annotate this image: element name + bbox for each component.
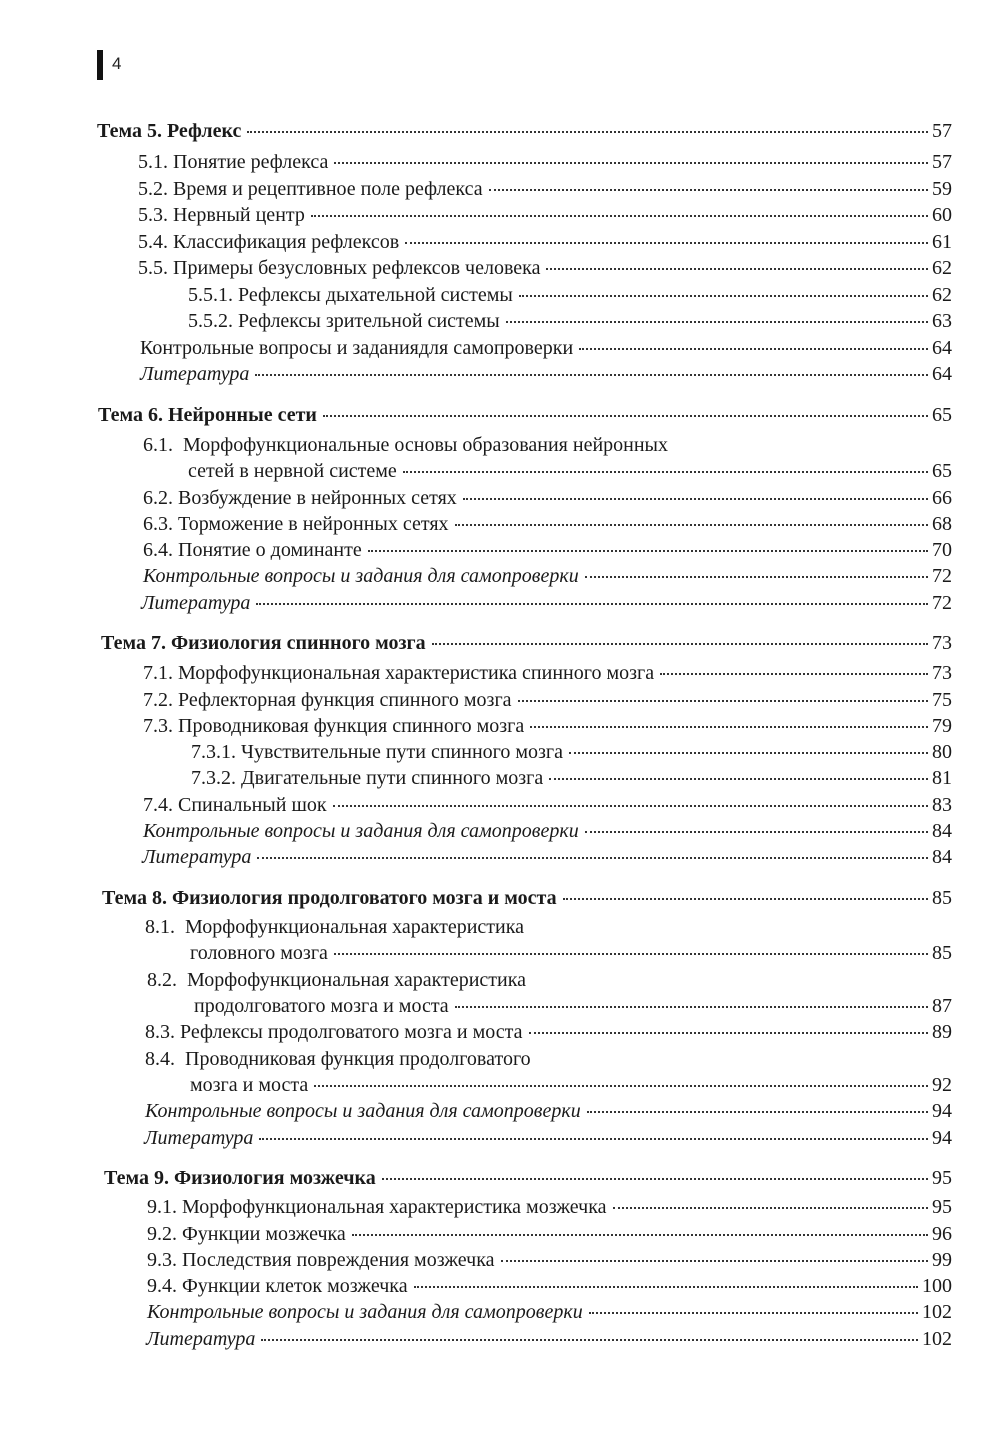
toc-item-title: Чувствительные пути спинного мозга — [241, 741, 564, 763]
leader-dots — [501, 1259, 928, 1262]
toc-topic-8[interactable] — [102, 885, 952, 911]
toc-topic-title: Физиология продолговатого мозга и моста — [171, 887, 557, 909]
toc-item-title: Контрольные вопросы и заданиядля самопроверки — [140, 337, 574, 359]
toc-page-number: 68 — [932, 513, 952, 535]
toc-topic-number: Тема 8. — [102, 887, 167, 909]
leader-dots — [333, 804, 928, 807]
leader-dots — [247, 130, 928, 133]
toc-topic-number: Тема 9. — [104, 1167, 169, 1189]
toc-item-number: 7.3.1. — [191, 741, 236, 763]
toc-item-number: 6.4. — [143, 539, 173, 561]
leader-dots — [489, 188, 928, 191]
toc-item-title: Спинальный шок — [178, 794, 327, 816]
toc-page-number: 102 — [922, 1328, 952, 1350]
toc-page-number: 57 — [932, 120, 952, 142]
leader-dots — [261, 1338, 918, 1341]
leader-dots — [323, 414, 928, 417]
toc-item-number: 7.1. — [143, 662, 173, 684]
toc-item-number: 5.1. — [138, 151, 168, 173]
toc-page-number: 80 — [932, 741, 952, 763]
toc-item-number: 6.1. — [143, 434, 173, 456]
toc-item-number: 9.3. — [147, 1249, 177, 1271]
toc-topic-number: Тема 6. — [98, 404, 163, 426]
toc-item-title: Классификация рефлексов — [173, 231, 400, 253]
toc-item-title: Проводниковая функция спинного мозга — [178, 715, 525, 737]
toc-page-number: 73 — [932, 632, 952, 654]
toc-item-7-literature[interactable] — [142, 844, 952, 870]
toc-item-number: 7.4. — [143, 794, 173, 816]
toc-item-title: Функции мозжечка — [182, 1223, 346, 1245]
toc-page-number: 100 — [922, 1275, 952, 1297]
toc-page-number: 66 — [932, 487, 952, 509]
toc-item-6-1[interactable] — [188, 458, 952, 484]
toc-item-title: Рефлексы продолговатого мозга и моста — [180, 1021, 523, 1043]
page-number: 4 — [112, 54, 122, 73]
toc-item-title: Контрольные вопросы и задания для самопроверки — [143, 820, 579, 842]
leader-dots — [587, 1110, 928, 1113]
toc-item-5-4[interactable] — [138, 229, 952, 255]
toc-item-number: 9.4. — [147, 1275, 177, 1297]
toc-item-title: Контрольные вопросы и задания для самопроверки — [147, 1301, 583, 1323]
toc-page-number: 85 — [932, 942, 952, 964]
toc-item-title: Морфофункциональная характеристика мозжечка — [182, 1196, 607, 1218]
toc-page-number: 64 — [932, 363, 952, 385]
toc-topic-9[interactable] — [104, 1165, 952, 1191]
toc-page-number: 92 — [932, 1074, 952, 1096]
toc-page-number: 95 — [932, 1167, 952, 1189]
toc-item-7-3[interactable] — [143, 713, 952, 739]
leader-dots — [563, 897, 928, 900]
toc-item-number: 5.3. — [138, 204, 168, 226]
toc-item-title: Торможение в нейронных сетях — [178, 513, 449, 535]
leader-dots — [529, 1031, 928, 1034]
toc-item-8-3[interactable] — [145, 1019, 952, 1045]
toc-item-title-continued: мозга и моста — [190, 1074, 309, 1096]
toc-topic-6[interactable] — [98, 402, 952, 428]
toc-item-title: Рефлекторная функция спинного мозга — [178, 689, 512, 711]
toc-item-title: Морфофункциональная характеристика спинного мозга — [178, 662, 655, 684]
toc-item-title: Понятие рефлекса — [173, 151, 329, 173]
leader-dots — [519, 294, 928, 297]
toc-topic-number: Тема 7. — [101, 632, 166, 654]
page-marker-bar — [97, 50, 103, 80]
leader-dots — [569, 751, 928, 754]
toc-topic-5[interactable] — [97, 118, 952, 144]
toc-item-title: Рефлексы зрительной системы — [238, 310, 500, 332]
toc-item-9-3[interactable] — [147, 1247, 952, 1273]
toc-page-number: 79 — [932, 715, 952, 737]
toc-topic-number: Тема 5. — [97, 120, 162, 142]
leader-dots — [549, 777, 928, 780]
toc-item-title: Литература — [144, 1127, 254, 1149]
toc-item-number: 8.4. — [145, 1048, 175, 1070]
leader-dots — [613, 1206, 928, 1209]
leader-dots — [585, 830, 928, 833]
toc-topic-title: Нейронные сети — [167, 404, 317, 426]
toc-topic-7[interactable] — [101, 630, 952, 656]
toc-item-5-literature[interactable] — [140, 361, 952, 387]
leader-dots — [334, 952, 928, 955]
toc-page-number: 72 — [932, 592, 952, 614]
toc-page-number: 72 — [932, 565, 952, 587]
toc-item-number: 5.2. — [138, 178, 168, 200]
toc-page-number: 89 — [932, 1021, 952, 1043]
toc-item-9-questions[interactable] — [147, 1299, 952, 1325]
toc-item-title: Контрольные вопросы и задания для самопроверки — [145, 1100, 581, 1122]
toc-page-number: 84 — [932, 820, 952, 842]
toc-topic-title: Рефлекс — [166, 120, 242, 142]
toc-item-title-continued: головного мозга — [190, 942, 328, 964]
leader-dots — [352, 1233, 928, 1236]
toc-page-number: 94 — [932, 1100, 952, 1122]
toc-item-8-2[interactable] — [194, 993, 952, 1019]
toc-item-6-questions[interactable] — [143, 563, 952, 589]
toc-page-number: 87 — [932, 995, 952, 1017]
toc-item-title: Последствия повреждения мозжечка — [182, 1249, 495, 1271]
toc-page-number: 65 — [932, 404, 952, 426]
toc-page-number: 96 — [932, 1223, 952, 1245]
leader-dots — [455, 523, 928, 526]
leader-dots — [405, 241, 928, 244]
toc-item-title: Время и рецептивное поле рефлекса — [173, 178, 483, 200]
toc-page-number: 62 — [932, 257, 952, 279]
leader-dots — [463, 497, 928, 500]
toc-item-7-1[interactable] — [143, 660, 952, 686]
toc-item-9-1[interactable] — [147, 1194, 952, 1220]
toc-page-number: 62 — [932, 284, 952, 306]
leader-dots — [506, 320, 928, 323]
toc-item-number: 5.5.1. — [188, 284, 233, 306]
toc-item-title: Рефлексы дыхательной системы — [238, 284, 513, 306]
toc-item-5-1[interactable] — [138, 149, 952, 175]
toc-item-number: 5.5. — [138, 257, 168, 279]
toc-page-number: 75 — [932, 689, 952, 711]
toc-item-9-2[interactable] — [147, 1221, 952, 1247]
leader-dots — [311, 214, 928, 217]
toc-item-7-2[interactable] — [143, 687, 952, 713]
toc-page-number: 70 — [932, 539, 952, 561]
toc-item-title-continued: продолговатого мозга и моста — [194, 995, 449, 1017]
leader-dots — [455, 1005, 928, 1008]
toc-item-title: Морфофункциональные основы образования нейронных — [183, 434, 668, 456]
toc-item-title: Возбуждение в нейронных сетях — [178, 487, 457, 509]
toc-item-title-continued: сетей в нервной системе — [188, 460, 397, 482]
toc-page-number: 59 — [932, 178, 952, 200]
leader-dots — [382, 1177, 928, 1180]
toc-item-number: 7.3.2. — [191, 767, 236, 789]
toc-item-title: Контрольные вопросы и задания для самопроверки — [143, 565, 579, 587]
toc-item-9-4[interactable] — [147, 1273, 952, 1299]
toc-item-7-3-1[interactable] — [191, 739, 952, 765]
toc-item-title: Примеры безусловных рефлексов человека — [173, 257, 541, 279]
toc-item-6-2[interactable] — [143, 485, 952, 511]
leader-dots — [432, 642, 928, 645]
toc-page-number: 94 — [932, 1127, 952, 1149]
toc-item-title: Литература — [141, 592, 251, 614]
toc-item-title: Понятие о доминанте — [178, 539, 362, 561]
toc-page-number: 57 — [932, 151, 952, 173]
leader-dots — [256, 602, 928, 605]
toc-page-number: 63 — [932, 310, 952, 332]
toc-page-number: 61 — [932, 231, 952, 253]
toc-item-5-5-1[interactable] — [188, 282, 952, 308]
toc-item-5-3[interactable] — [138, 202, 952, 228]
toc-item-8-4[interactable] — [190, 1072, 952, 1098]
toc-item-number: 5.5.2. — [188, 310, 233, 332]
toc-topic-title: Физиология спинного мозга — [170, 632, 426, 654]
leader-dots — [334, 161, 928, 164]
toc-item-6-1-line1[interactable] — [143, 432, 668, 458]
toc-item-title: Литература — [140, 363, 250, 385]
toc-item-6-4[interactable] — [143, 537, 952, 563]
toc-item-8-2-line1[interactable] — [147, 967, 526, 993]
toc-item-title: Морфофункциональная характеристика — [185, 916, 525, 938]
leader-dots — [314, 1084, 928, 1087]
leader-dots — [368, 549, 928, 552]
toc-item-title: Морфофункциональная характеристика — [187, 969, 527, 991]
toc-item-5-2[interactable] — [138, 176, 952, 202]
leader-dots — [579, 347, 928, 350]
toc-page-number: 73 — [932, 662, 952, 684]
toc-item-number: 8.2. — [147, 969, 177, 991]
toc-item-number: 9.2. — [147, 1223, 177, 1245]
toc-page-number: 64 — [932, 337, 952, 359]
leader-dots — [414, 1285, 918, 1288]
toc-item-8-questions[interactable] — [145, 1098, 952, 1124]
toc-item-number: 6.3. — [143, 513, 173, 535]
toc-item-5-questions[interactable] — [140, 335, 952, 361]
toc-page-number: 84 — [932, 846, 952, 868]
toc-item-8-1[interactable] — [190, 940, 952, 966]
toc-item-7-3-2[interactable] — [191, 765, 952, 791]
toc-item-number: 9.1. — [147, 1196, 177, 1218]
leader-dots — [255, 373, 928, 376]
toc-item-number: 6.2. — [143, 487, 173, 509]
leader-dots — [518, 699, 928, 702]
toc-item-8-literature[interactable] — [144, 1125, 952, 1151]
toc-page-number: 85 — [932, 887, 952, 909]
toc-item-title: Проводниковая функция продолговатого — [185, 1048, 531, 1070]
toc-page-number: 60 — [932, 204, 952, 226]
toc-page-number: 102 — [922, 1301, 952, 1323]
toc-item-number: 8.3. — [145, 1021, 175, 1043]
toc-page-number: 65 — [932, 460, 952, 482]
toc-item-5-5-2[interactable] — [188, 308, 952, 334]
leader-dots — [589, 1311, 918, 1314]
toc-page-number: 81 — [932, 767, 952, 789]
toc-item-7-4[interactable] — [143, 792, 952, 818]
leader-dots — [403, 470, 928, 473]
leader-dots — [546, 267, 928, 270]
toc-item-6-3[interactable] — [143, 511, 952, 537]
toc-item-title: Литература — [142, 846, 252, 868]
toc-item-title: Нервный центр — [173, 204, 305, 226]
toc-item-title: Функции клеток мозжечка — [182, 1275, 408, 1297]
leader-dots — [259, 1137, 928, 1140]
toc-item-number: 7.2. — [143, 689, 173, 711]
toc-page-number: 99 — [932, 1249, 952, 1271]
toc-item-title: Литература — [146, 1328, 256, 1350]
toc-item-number: 5.4. — [138, 231, 168, 253]
toc-item-6-literature[interactable] — [141, 590, 952, 616]
toc-item-8-1-line1[interactable] — [145, 914, 524, 940]
toc-item-number: 8.1. — [145, 916, 175, 938]
leader-dots — [660, 672, 928, 675]
toc-topic-title: Физиология мозжечка — [173, 1167, 376, 1189]
toc-item-8-4-line1[interactable] — [145, 1046, 531, 1072]
toc-page-number: 83 — [932, 794, 952, 816]
toc-item-number: 7.3. — [143, 715, 173, 737]
leader-dots — [530, 725, 928, 728]
toc-item-9-literature[interactable] — [146, 1326, 952, 1352]
toc-item-7-questions[interactable] — [143, 818, 952, 844]
toc-item-5-5[interactable] — [138, 255, 952, 281]
leader-dots — [585, 575, 928, 578]
toc-page-number: 95 — [932, 1196, 952, 1218]
leader-dots — [257, 856, 928, 859]
toc-item-title: Двигательные пути спинного мозга — [241, 767, 544, 789]
